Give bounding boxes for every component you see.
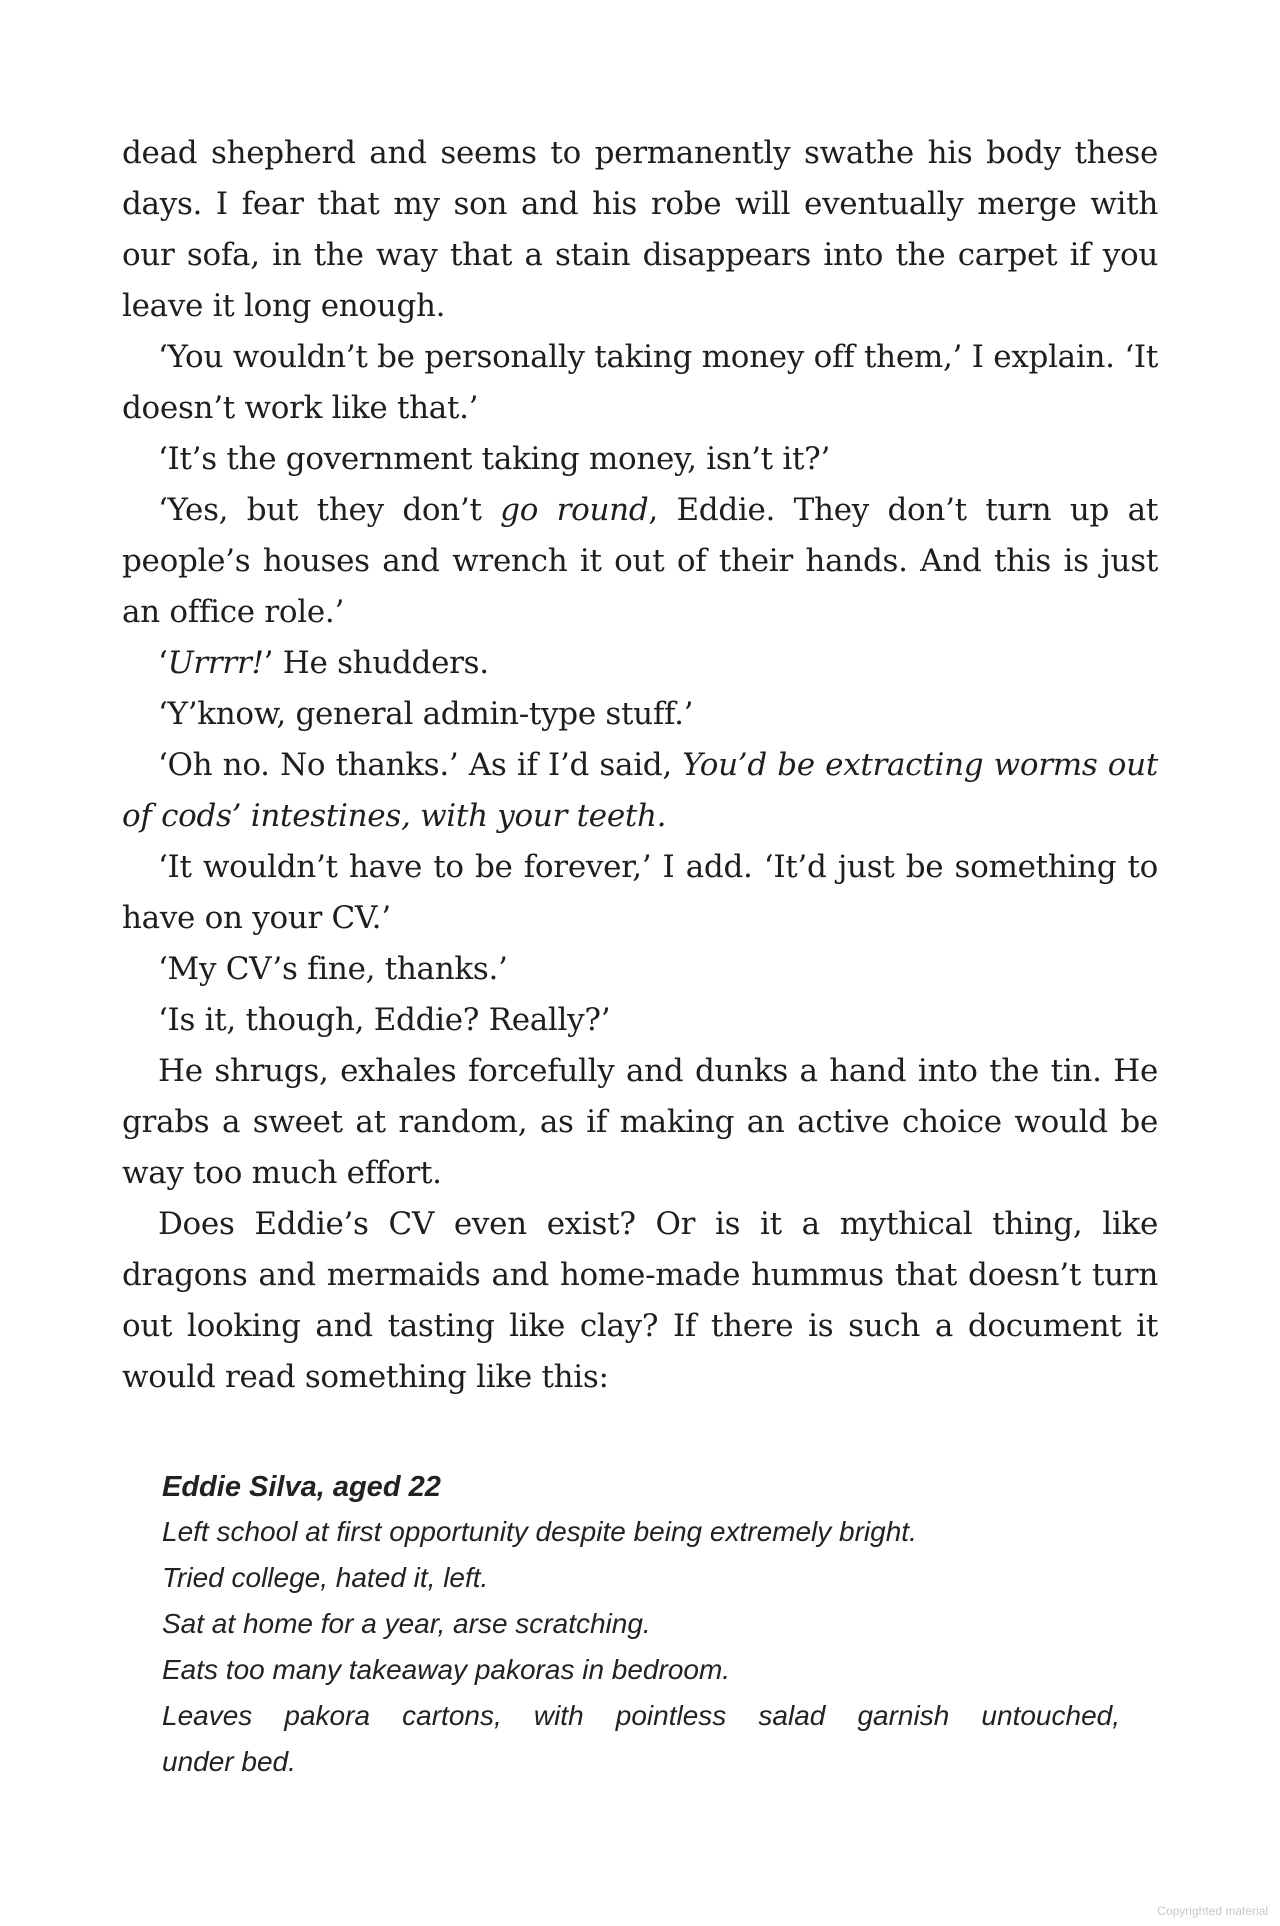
cv-line: Sat at home for a year, arse scratching.	[162, 1608, 651, 1639]
italic-text: You’d be extracting worms out of cods’ intestines, with your teeth.	[122, 747, 1158, 834]
paragraph: ‘Y’know, general admin-type stuff.’	[158, 696, 694, 732]
cv-line: Leaves pakora cartons, with pointless salad garnish untouched,	[162, 1700, 1120, 1731]
paragraph: ‘Oh no. No thanks.’ As if I’d said, You’d be extracting worms out of cods’ intestines, with your teeth.	[122, 747, 1158, 834]
paragraph: ‘It’s the government taking money, isn’t it?’	[158, 441, 831, 477]
copyright-watermark: Copyrighted material	[1157, 1904, 1268, 1918]
cv-line: under bed.	[162, 1746, 296, 1777]
cv-excerpt	[122, 1465, 1158, 1785]
italic-text: Urrrr!	[167, 645, 264, 681]
cv-line: Tried college, hated it, left.	[162, 1562, 489, 1593]
cv-title: Eddie Silva, aged 22	[162, 1471, 441, 1503]
paragraph: ‘Yes, but they don’t go round, Eddie. They don’t turn up at people’s houses and wrench it out of their hands. And this is just an office role.’	[122, 492, 1158, 630]
paragraph: ‘It wouldn’t have to be forever,’ I add. ‘It’d just be something to have on your CV.’	[122, 849, 1158, 936]
paragraph: ‘Urrrr!’ He shudders.	[158, 645, 489, 681]
paragraph: Does Eddie’s CV even exist? Or is it a mythical thing, like dragons and mermaids and home-made hummus that doesn’t turn out looking and tasting like clay? If there is such a document it would read something like this:	[122, 1206, 1158, 1395]
cv-line: Eats too many takeaway pakoras in bedroom.	[162, 1654, 731, 1685]
cv-line: Left school at first opportunity despite being extremely bright.	[162, 1516, 917, 1547]
paragraph: ‘You wouldn’t be personally taking money off them,’ I explain. ‘It doesn’t work like that.’	[122, 339, 1158, 426]
body-text	[122, 128, 1158, 1403]
paragraph: ‘Is it, though, Eddie? Really?’	[158, 1002, 611, 1038]
paragraph: dead shepherd and seems to permanently swathe his body these days. I fear that my son and his robe will eventually merge with our sofa, in the way that a stain disappears into the carpet if you leave it long enough.	[122, 135, 1158, 324]
book-page	[122, 128, 1158, 1785]
italic-text: go round	[500, 492, 649, 528]
paragraph: ‘My CV’s fine, thanks.’	[158, 951, 508, 987]
paragraph: He shrugs, exhales forcefully and dunks a hand into the tin. He grabs a sweet at random, as if making an active choice would be way too much effort.	[122, 1053, 1158, 1191]
